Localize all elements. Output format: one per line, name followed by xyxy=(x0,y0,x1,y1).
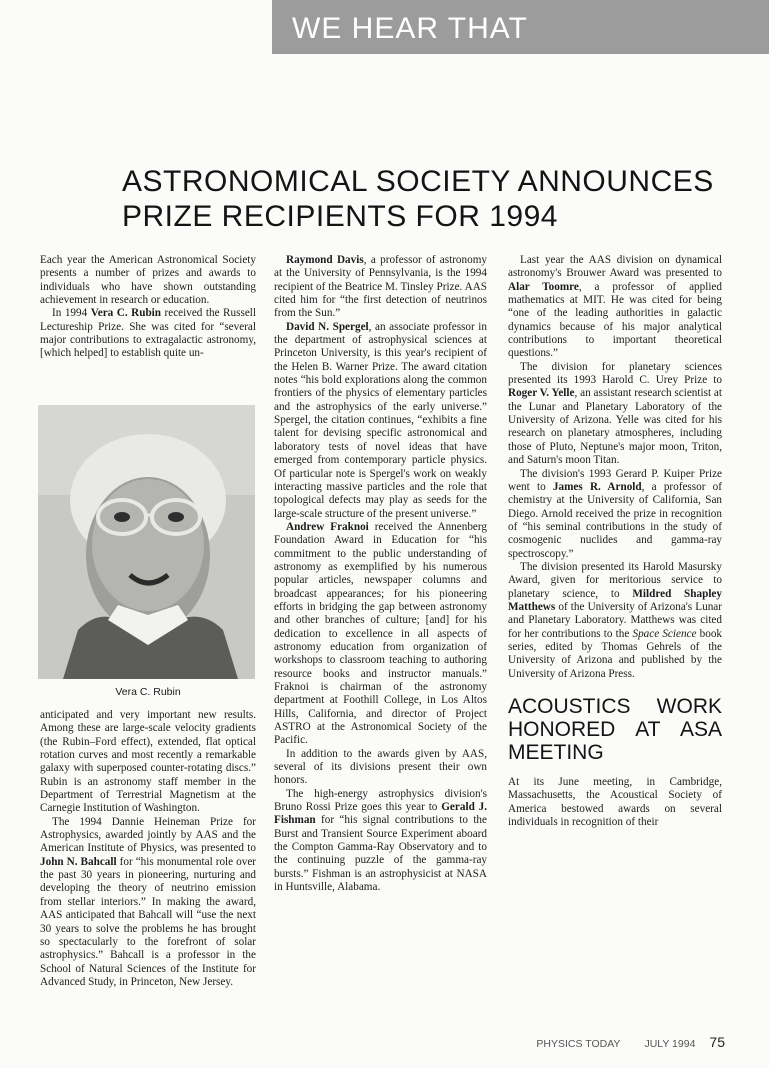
article-paragraph: Andrew Fraknoi received the Annenberg Foundation Award in Education for “his commitment to the public understanding of astronomy as exemplified by his numerous popular articles, newspaper columns and broadcast appearances; for his pioneering efforts in bridging the gap between astronomy and other branches of culture; [and] for his dedication to excellence in all aspects of astronomy education from organization of workshops to classroom teaching to authoring resource books and instructor manuals.” Fraknoi is chairman of the astronomy department at Foothill College, in Los Altos Hills, California, and director of Project ASTRO at the Astronomical Society of the Pacific. xyxy=(274,520,487,747)
article-headline: ASTRONOMICAL SOCIETY ANNOUNCES PRIZE RECIPIENTS FOR 1994 xyxy=(122,165,714,233)
article-paragraph: The high-energy astrophysics division's Bruno Rossi Prize goes this year to Gerald J. Fishman for “his signal contributions to the Burst and Transient Source Experiment aboard the Compton Gamma-Ray Observatory and to the continuing puzzle of the gamma-ray bursts.” Fishman is an astrophysicist at NASA in Huntsville, Alabama. xyxy=(274,787,488,894)
article-paragraph: In 1994 Vera C. Rubin received the Russell Lectureship Prize. She was cited for “several major contributions to extragalactic astronomy, [which helped] to establish quite un- xyxy=(40,307,257,360)
honoree-name: Vera C. Rubin xyxy=(90,307,162,320)
honoree-name: James R. Arnold xyxy=(552,480,642,493)
article-paragraph: Raymond Davis, a professor of astronomy at the University of Pennsylvania, is the 1994 recipient of the Beatrice M. Tinsley Prize. AAS cited him for “the first detection of neutrinos from the Sun.” xyxy=(274,254,487,320)
article-paragraph: David N. Spergel, an associate professor in the department of astrophysical sciences at Princeton University, is this year's recipient of the Helen B. Warner Prize. The award citation notes “his bold explorations along the common frontiers of the physics of elementary particles and the astrophysics of the early universe.” Spergel, the citation continues, “exhibits a fine talent for devising specific astronomical and laboratory tests of novel ideas that have emerged from contemporary particle physics. Of particular note is Spergel's work on weakly interacting massive particles and the role that topological defects may play as seeds for the large-scale structure of the present universe.” xyxy=(274,320,487,520)
honoree-name: John N. Bahcall xyxy=(40,855,117,868)
article-paragraph: anticipated and very important new results. Among these are large-scale velocity gradients (the Rubin–Ford effect), extended, flat optical rotation curves and most recently a remarkable galaxy with superposed counter-rotating discs.” Rubin is an astronomy staff member in the Department of Terrestrial Magnetism at the Carnegie Institution of Washington. xyxy=(40,709,256,815)
honoree-name: Raymond Davis xyxy=(286,254,364,266)
portrait-illustration xyxy=(38,405,255,679)
article-column-3 xyxy=(508,254,722,829)
honoree-name: David N. Spergel xyxy=(286,320,369,333)
book-series-title: Space Science xyxy=(632,627,697,640)
article-paragraph: The division's 1993 Gerard P. Kuiper Prize went to James R. Arnold, a professor of chemistry at the University of California, San Diego. Arnold received the prize in recognition of “his seminal contributions in the study of cosmogenic nuclides and gamma-ray spectroscopy.” xyxy=(508,467,723,560)
article-column-1-top xyxy=(40,254,256,361)
sidebar-paragraph: At its June meeting, in Cambridge, Massachusetts, the Acoustical Society of America bestowed awards on several individuals in recognition of their xyxy=(508,776,722,829)
honoree-name: Alar Toomre xyxy=(508,280,579,293)
issue-date: JULY 1994 xyxy=(644,1038,696,1050)
article-column-1-bottom xyxy=(40,709,256,989)
article-paragraph: In addition to the awards given by AAS, several of its divisions present their own honors. xyxy=(274,747,487,787)
honoree-name: Roger V. Yelle xyxy=(508,387,575,400)
article-paragraph: Last year the AAS division on dynamical astronomy's Brouwer Award was presented to Alar Toomre, a professor of applied mathematics at MIT. He was cited for being “one of the leading authorities in galactic dynamics because of his major analytical contributions to important theoretical questions.” xyxy=(508,254,722,360)
honoree-name: Mildred Shapley Matthews xyxy=(508,587,722,613)
article-column-2 xyxy=(274,254,487,895)
page-number: 75 xyxy=(709,1034,725,1050)
article-paragraph: The division presented its Harold Masursky Award, given for meritorious service to planetary science, to Mildred Shapley Matthews of the University of Arizona's Lunar and Planetary Laboratory. Matthews was cited for her contributions to the Space Science book series, edited by Thomas Gehrels of the University of Arizona and published by the University of Arizona Press. xyxy=(508,560,723,680)
sidebar-headline: ACOUSTICS WORK HONORED AT ASA MEETING xyxy=(508,695,722,764)
vera-rubin-photo xyxy=(38,405,255,679)
page-footer xyxy=(536,1034,725,1050)
article-paragraph: Each year the American Astronomical Society presents a number of prizes and awards to individuals who have shown outstanding achievement in research or education. xyxy=(40,254,256,307)
honoree-name: Andrew Fraknoi xyxy=(286,520,369,533)
article-paragraph: The 1994 Dannie Heineman Prize for Astrophysics, awarded jointly by AAS and the American Institute of Physics, was presented to John N. Bahcall for “his monumental role over the past 30 years in pioneering, nurturing and developing the theory of neutrino emission from stellar interiors.” In making the award, AAS anticipated that Bahcall will “use the next 30 years to solve the problems he has brought so spectacularly to the forefront of solar astrophysics.” Bahcall is a professor in the School of Natural Sciences of the Institute for Advanced Study, in Princeton, New Jersey. xyxy=(40,815,257,988)
section-banner: WE HEAR THAT xyxy=(272,0,769,54)
honoree-name: Gerald J. Fishman xyxy=(274,801,488,827)
photo-caption: Vera C. Rubin xyxy=(115,686,181,698)
magazine-name: PHYSICS TODAY xyxy=(536,1038,621,1050)
article-paragraph: The division for planetary sciences presented its 1993 Harold C. Urey Prize to Roger V. Yelle, an assistant research scientist at the Lunar and Planetary Laboratory of the University of Arizona. Yelle was cited for his research on planetary atmospheres, including those of Pluto, Neptune's major moon, Triton, and Saturn's moon Titan. xyxy=(508,360,722,467)
